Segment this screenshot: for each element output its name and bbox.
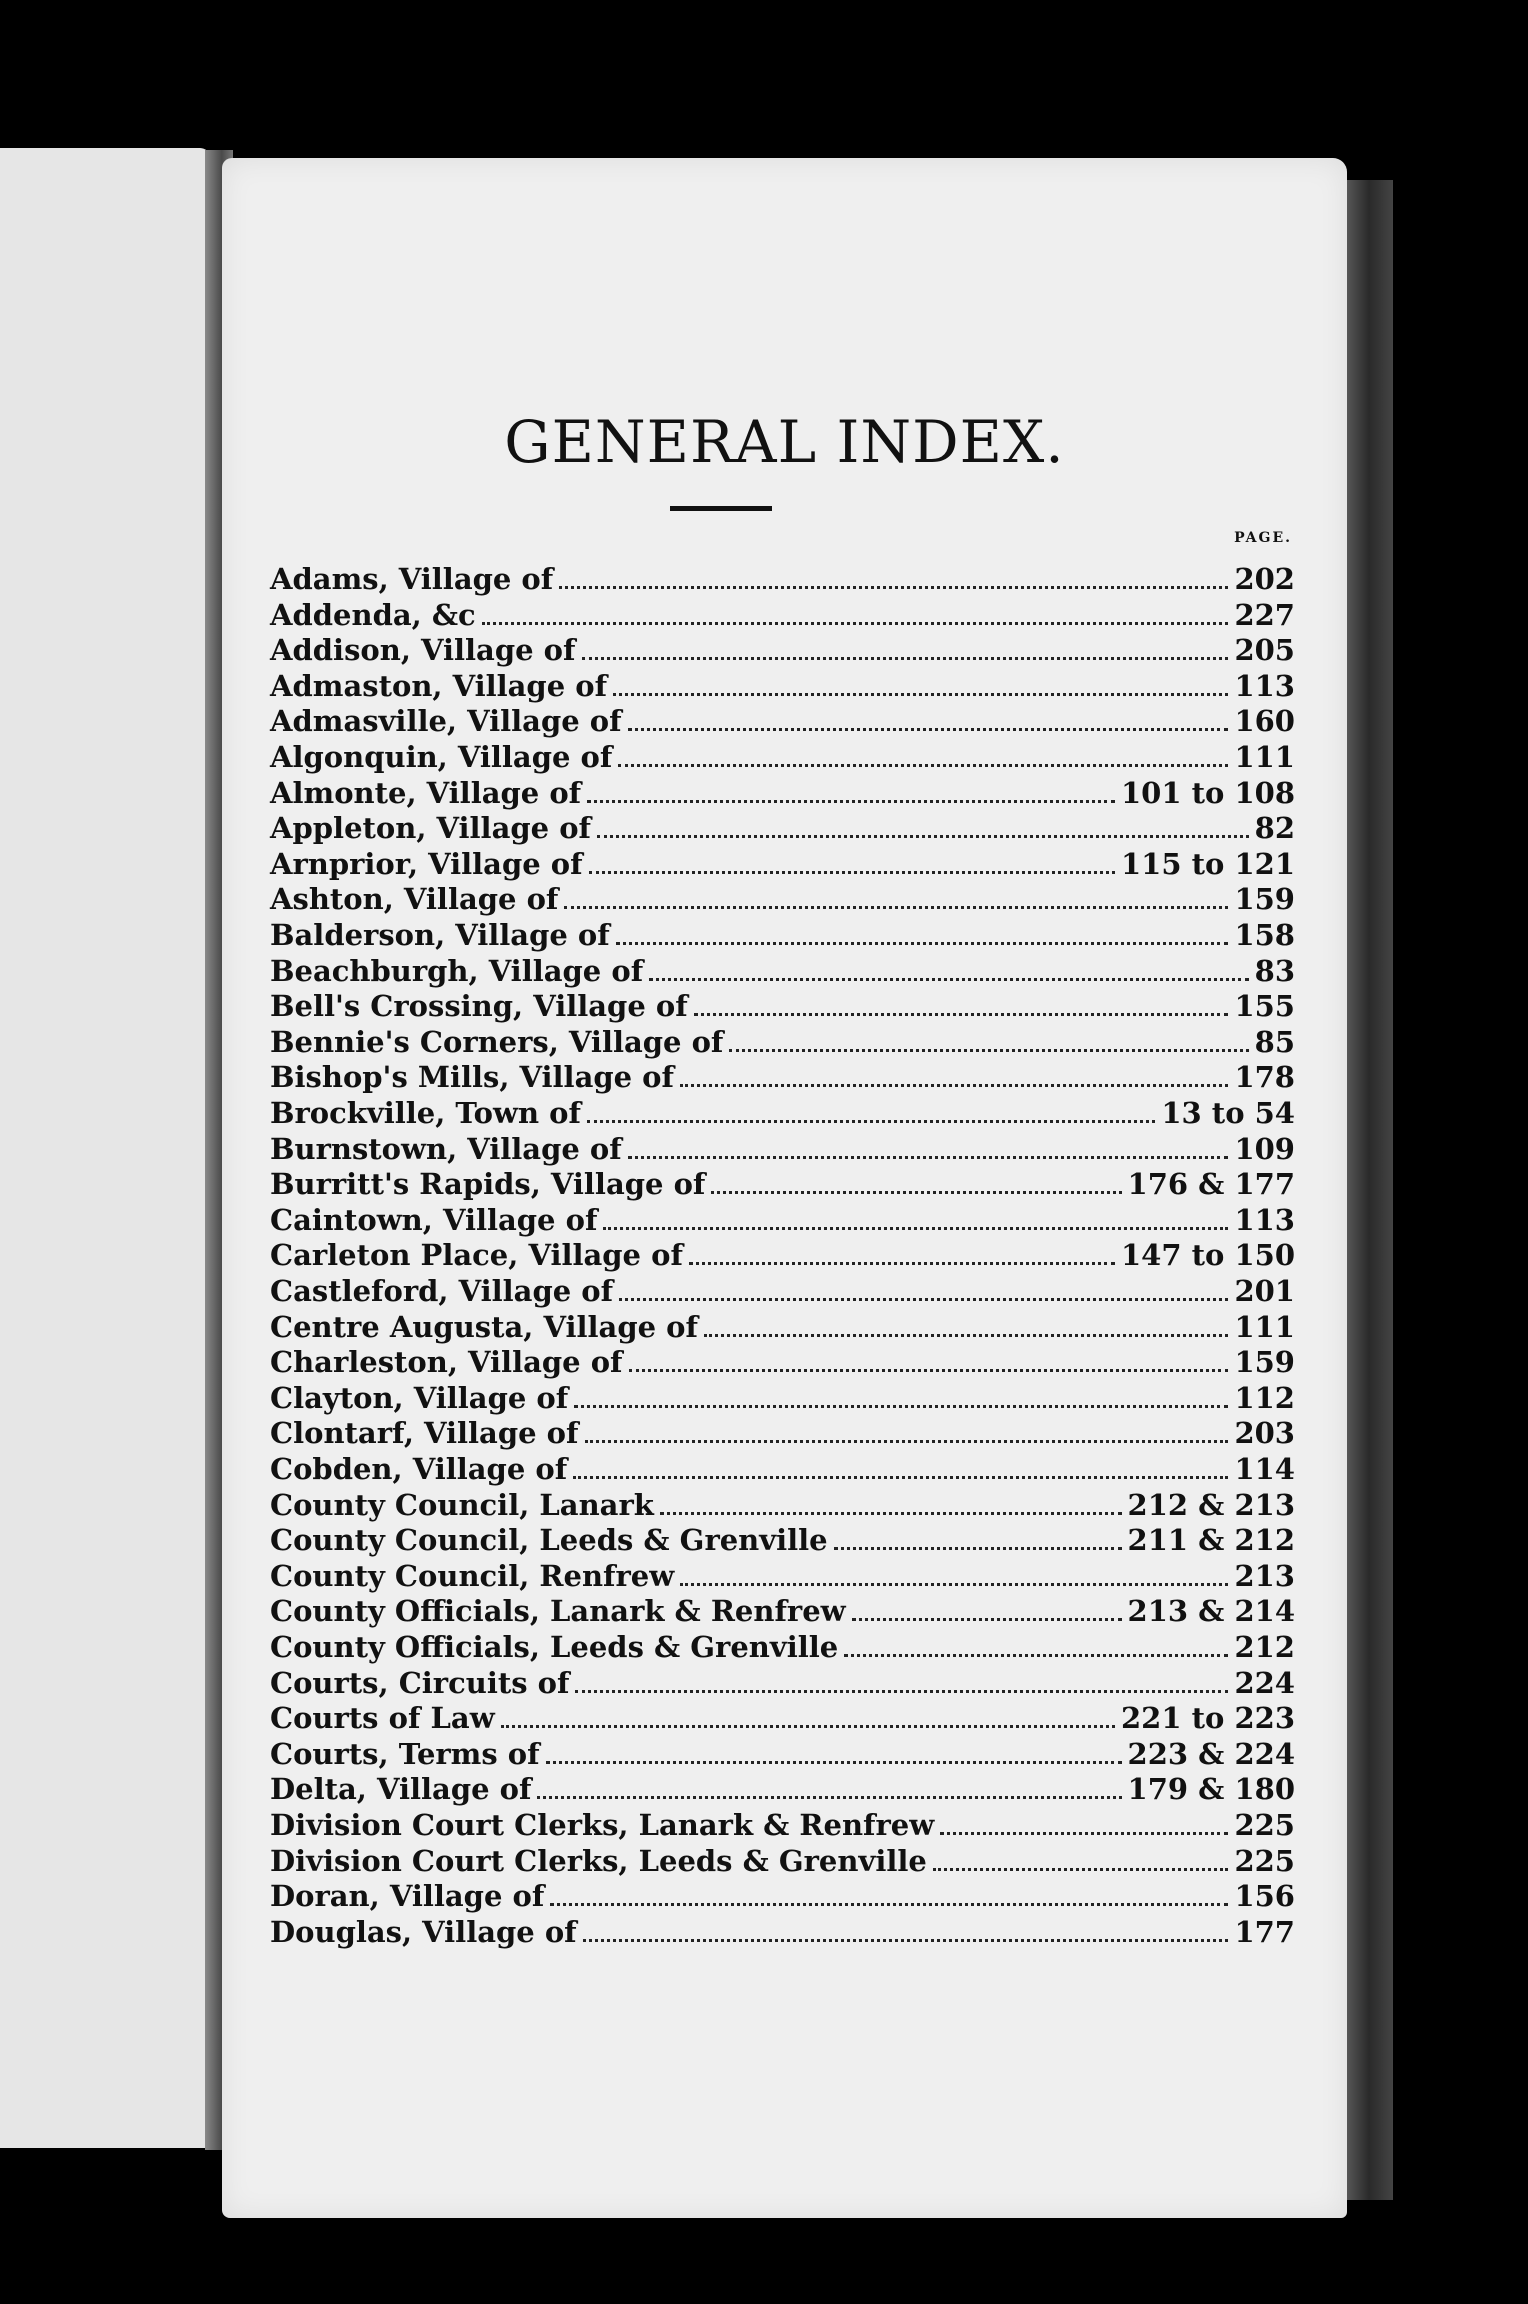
index-entry	[270, 632, 1295, 668]
entry-page: 178	[1234, 1060, 1295, 1094]
entry-name: Burnstown, Village of	[270, 1132, 622, 1166]
entry-page: 159	[1234, 882, 1295, 916]
index-entry	[270, 1273, 1295, 1309]
entry-name: Bishop's Mills, Village of	[270, 1060, 675, 1094]
leader-dots	[616, 941, 1229, 945]
entry-name: Division Court Clerks, Leeds & Grenville	[270, 1844, 927, 1878]
entry-page: 227	[1234, 598, 1295, 632]
leader-dots	[564, 905, 1228, 909]
leader-dots	[537, 1795, 1121, 1799]
leader-dots	[660, 1511, 1122, 1515]
index-entry	[270, 1771, 1295, 1807]
leader-dots	[834, 1546, 1122, 1550]
index-entry	[270, 668, 1295, 704]
entry-page: 225	[1234, 1844, 1295, 1878]
leader-dots	[629, 1368, 1229, 1372]
entry-name: Carleton Place, Village of	[270, 1238, 683, 1272]
entry-name: Addenda, &c	[270, 598, 476, 632]
entry-name: Beachburgh, Village of	[270, 954, 644, 988]
leader-dots	[649, 977, 1248, 981]
index-entry	[270, 1415, 1295, 1451]
entry-page: 213 & 214	[1127, 1594, 1295, 1628]
entry-page: 205	[1234, 633, 1295, 667]
entry-name: Caintown, Village of	[270, 1203, 598, 1237]
entry-page: 225	[1234, 1808, 1295, 1842]
entry-page: 177	[1234, 1915, 1295, 1949]
entry-name: Douglas, Village of	[270, 1915, 577, 1949]
leader-dots	[582, 656, 1229, 660]
leader-dots	[940, 1831, 1228, 1835]
entry-page: 155	[1234, 989, 1295, 1023]
entry-page: 114	[1234, 1452, 1295, 1486]
leader-dots	[585, 1439, 1229, 1443]
entry-page: 159	[1234, 1345, 1295, 1379]
entry-name: Doran, Village of	[270, 1879, 545, 1913]
entry-page: 202	[1234, 562, 1295, 596]
entry-name: County Council, Leeds & Grenville	[270, 1523, 828, 1557]
page-title: GENERAL INDEX.	[504, 408, 1065, 476]
index-entry	[270, 1451, 1295, 1487]
leader-dots	[573, 1475, 1228, 1479]
entry-name: Courts of Law	[270, 1701, 495, 1735]
entry-page: 109	[1234, 1132, 1295, 1166]
index-entry	[270, 953, 1295, 989]
entry-page: 201	[1234, 1274, 1295, 1308]
leader-dots	[613, 692, 1228, 696]
leader-dots	[680, 1582, 1228, 1586]
entry-page: 82	[1254, 811, 1295, 845]
index-entry	[270, 703, 1295, 739]
entry-name: County Council, Lanark	[270, 1488, 654, 1522]
index-entry	[270, 1736, 1295, 1772]
index-entry	[270, 917, 1295, 953]
entry-name: Courts, Circuits of	[270, 1666, 570, 1700]
entry-name: Admaston, Village of	[270, 669, 608, 703]
entry-page: 158	[1234, 918, 1295, 952]
index-entry	[270, 1629, 1295, 1665]
leader-dots	[587, 1119, 1155, 1123]
entry-page: 212	[1234, 1630, 1295, 1664]
entry-page: 179 & 180	[1127, 1772, 1295, 1806]
entry-name: Brockville, Town of	[270, 1096, 581, 1130]
index-entry	[270, 1487, 1295, 1523]
entry-page: 101 to 108	[1121, 776, 1295, 810]
entry-page: 212 & 213	[1127, 1488, 1295, 1522]
index-entry	[270, 1665, 1295, 1701]
index-entry	[270, 881, 1295, 917]
leader-dots	[546, 1760, 1122, 1764]
index-entry	[270, 1522, 1295, 1558]
leader-dots	[501, 1724, 1115, 1728]
index-entry	[270, 561, 1295, 597]
entry-name: Centre Augusta, Village of	[270, 1310, 698, 1344]
index-entry	[270, 1807, 1295, 1843]
index-entry	[270, 1878, 1295, 1914]
entry-page: 176 & 177	[1127, 1167, 1295, 1201]
leader-dots	[729, 1048, 1248, 1052]
leader-dots	[482, 621, 1229, 625]
leader-dots	[711, 1190, 1121, 1194]
facing-page-edge	[0, 148, 210, 2148]
leader-dots	[583, 1938, 1229, 1942]
entry-name: Arnprior, Village of	[270, 847, 583, 881]
index-entry	[270, 775, 1295, 811]
leader-dots	[933, 1867, 1229, 1871]
leader-dots	[852, 1617, 1122, 1621]
entry-page: 211 & 212	[1127, 1523, 1295, 1557]
entry-name: County Officials, Leeds & Grenville	[270, 1630, 839, 1664]
index-entry	[270, 1700, 1295, 1736]
index-entry	[270, 597, 1295, 633]
leader-dots	[603, 1226, 1228, 1230]
entry-name: Addison, Village of	[270, 633, 576, 667]
entry-page: 160	[1234, 704, 1295, 738]
entry-name: Charleston, Village of	[270, 1345, 623, 1379]
index-entry	[270, 1380, 1295, 1416]
entry-name: Division Court Clerks, Lanark & Renfrew	[270, 1808, 935, 1842]
index-entry	[270, 1593, 1295, 1629]
index-entry	[270, 846, 1295, 882]
entry-page: 83	[1254, 954, 1295, 988]
entry-page: 113	[1234, 669, 1295, 703]
entry-name: Courts, Terms of	[270, 1737, 540, 1771]
entry-name: Balderson, Village of	[270, 918, 610, 952]
leader-dots	[628, 727, 1229, 731]
leader-dots	[704, 1333, 1228, 1337]
entry-page: 221 to 223	[1121, 1701, 1295, 1735]
leader-dots	[844, 1653, 1228, 1657]
index-entry	[270, 739, 1295, 775]
leader-dots	[619, 1297, 1228, 1301]
index-entry	[270, 810, 1295, 846]
entry-name: Clontarf, Village of	[270, 1416, 579, 1450]
leader-dots	[689, 1261, 1115, 1265]
entry-page: 115 to 121	[1121, 847, 1295, 881]
index-entry	[270, 1131, 1295, 1167]
entry-name: Adams, Village of	[270, 562, 554, 596]
page-column-header: PAGE.	[1234, 530, 1292, 546]
index-entry	[270, 1237, 1295, 1273]
leader-dots	[574, 1404, 1228, 1408]
entry-page: 111	[1234, 740, 1295, 774]
leader-dots	[575, 1689, 1228, 1693]
entry-page: 213	[1234, 1559, 1295, 1593]
leader-dots	[559, 585, 1228, 589]
entry-name: County Council, Renfrew	[270, 1559, 675, 1593]
entry-page: 223 & 224	[1127, 1737, 1295, 1771]
entry-page: 85	[1254, 1025, 1295, 1059]
index-entry	[270, 1166, 1295, 1202]
index-entry	[270, 988, 1295, 1024]
entry-name: Almonte, Village of	[270, 776, 582, 810]
entry-page: 156	[1234, 1879, 1295, 1913]
index-entry	[270, 1914, 1295, 1950]
entry-name: Cobden, Village of	[270, 1452, 568, 1486]
entry-name: Delta, Village of	[270, 1772, 532, 1806]
entry-page: 203	[1234, 1416, 1295, 1450]
entry-name: Appleton, Village of	[270, 811, 592, 845]
entry-name: Bennie's Corners, Village of	[270, 1025, 724, 1059]
index-entry	[270, 1202, 1295, 1238]
entry-name: Castleford, Village of	[270, 1274, 614, 1308]
title-rule	[670, 506, 772, 511]
index-entry	[270, 1024, 1295, 1060]
entry-name: Burritt's Rapids, Village of	[270, 1167, 706, 1201]
entry-page: 112	[1234, 1381, 1295, 1415]
entry-page: 147 to 150	[1121, 1238, 1295, 1272]
index-entry	[270, 1843, 1295, 1879]
leader-dots	[694, 1012, 1229, 1016]
entry-page: 113	[1234, 1203, 1295, 1237]
entry-page: 13 to 54	[1161, 1096, 1295, 1130]
index-entry	[270, 1558, 1295, 1594]
index-entry	[270, 1095, 1295, 1131]
entry-name: Ashton, Village of	[270, 882, 559, 916]
entry-name: Algonquin, Village of	[270, 740, 613, 774]
index-entry	[270, 1309, 1295, 1345]
entry-page: 224	[1234, 1666, 1295, 1700]
leader-dots	[589, 870, 1115, 874]
leader-dots	[628, 1155, 1229, 1159]
leader-dots	[680, 1083, 1228, 1087]
entry-name: Admasville, Village of	[270, 704, 622, 738]
entry-name: County Officials, Lanark & Renfrew	[270, 1594, 846, 1628]
entry-name: Bell's Crossing, Village of	[270, 989, 688, 1023]
leader-dots	[550, 1902, 1228, 1906]
entry-name: Clayton, Village of	[270, 1381, 569, 1415]
index-entry	[270, 1344, 1295, 1380]
index-page	[222, 158, 1347, 2218]
leader-dots	[587, 799, 1115, 803]
book-spine-edge	[1345, 180, 1393, 2200]
index-entry	[270, 1059, 1295, 1095]
leader-dots	[618, 763, 1228, 767]
entry-page: 111	[1234, 1310, 1295, 1344]
leader-dots	[597, 834, 1249, 838]
